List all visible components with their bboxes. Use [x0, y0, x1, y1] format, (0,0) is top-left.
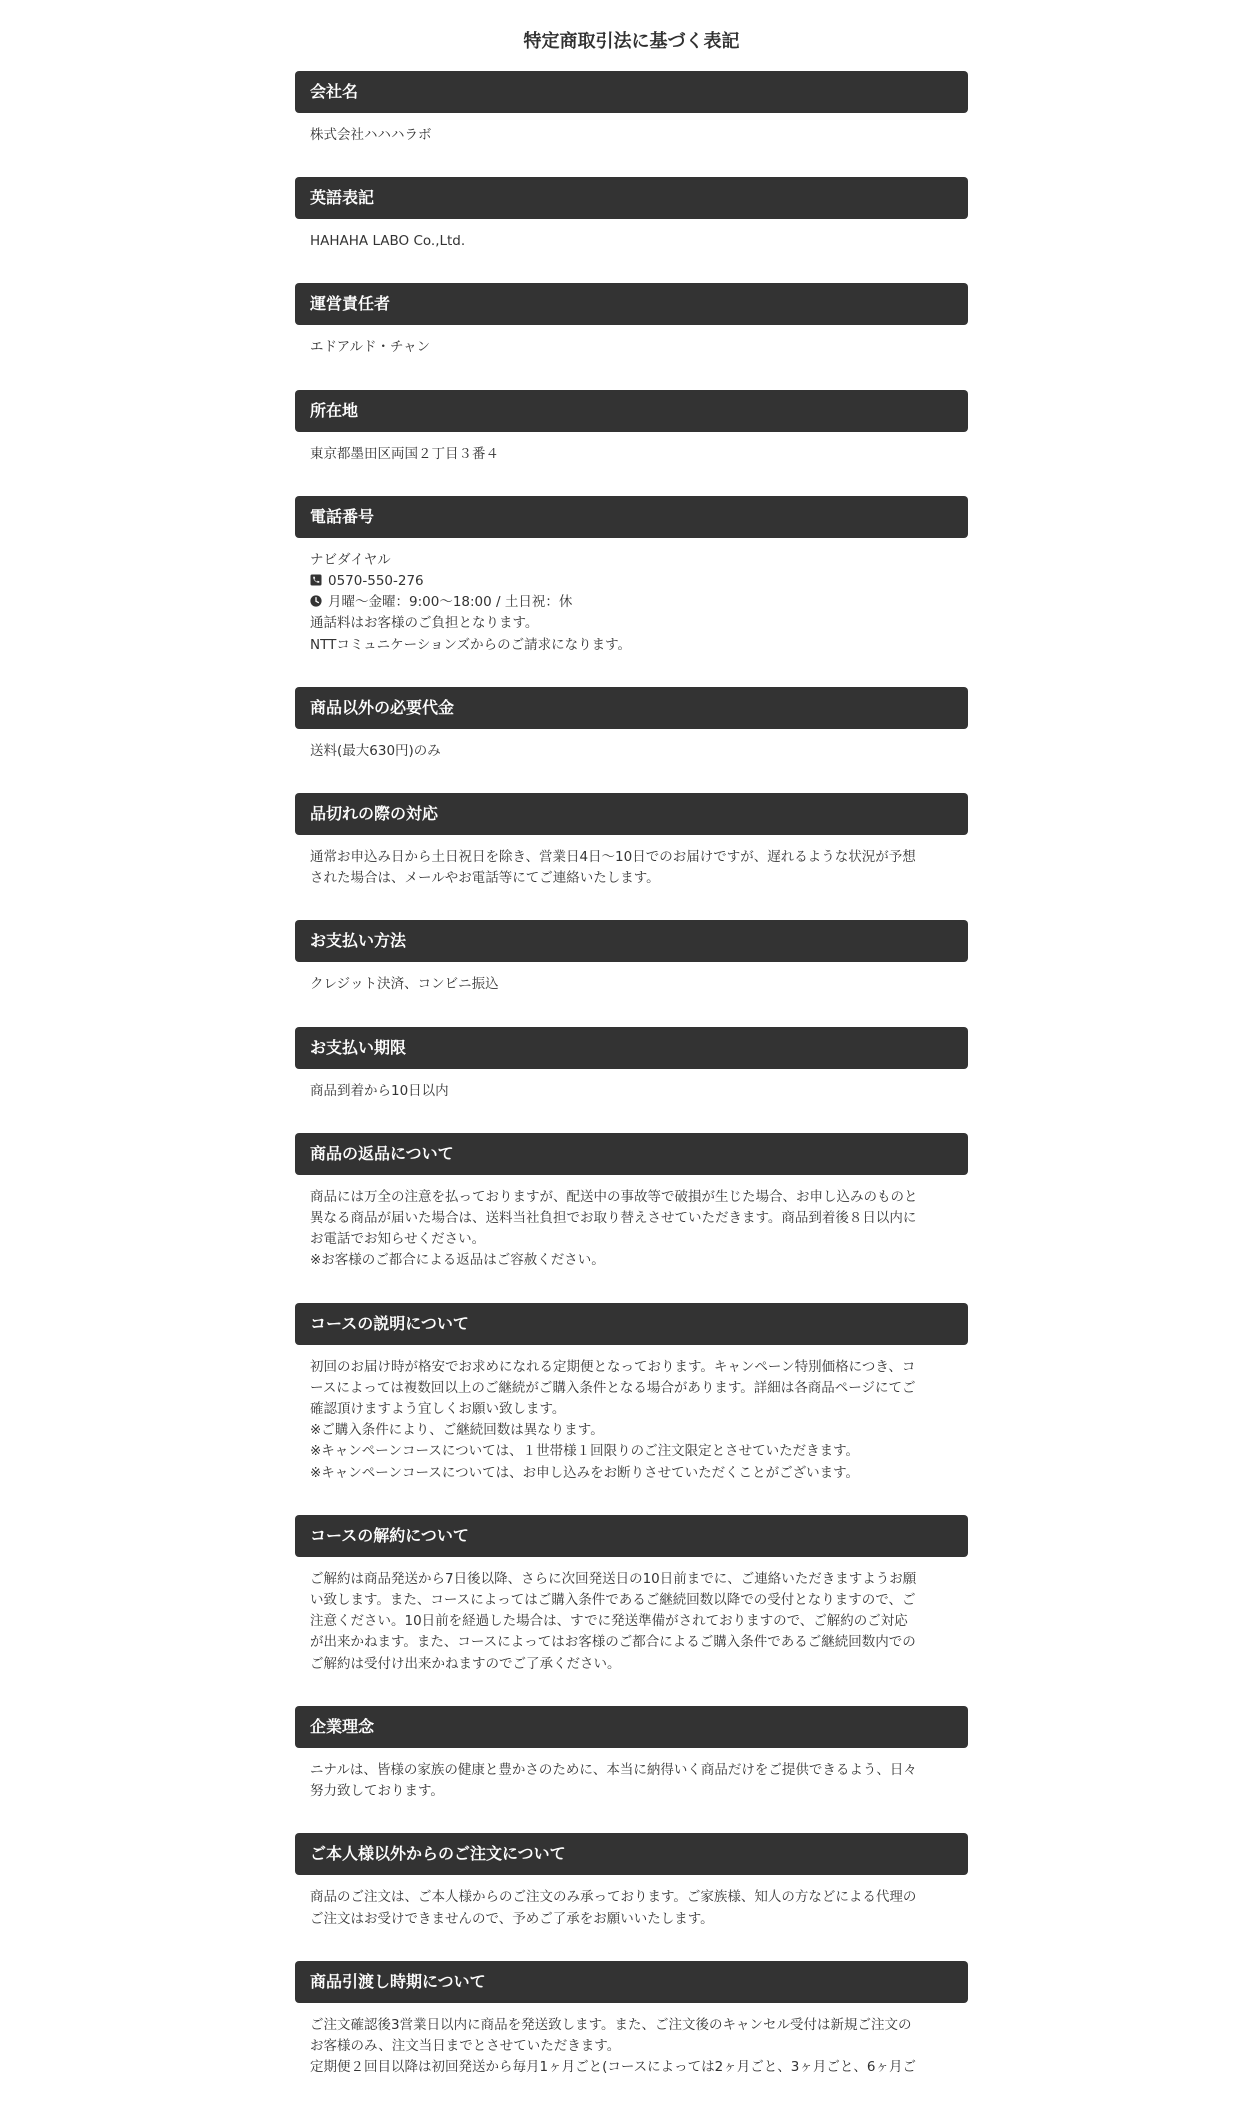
phone-icon — [310, 574, 322, 586]
section — [295, 687, 968, 772]
section-body — [295, 2003, 968, 2089]
section-body — [295, 835, 968, 899]
body-line: ご解約は商品発送から7日後以降、さらに次回発送日の10日前までに、ご連絡いただきますようお願 — [310, 1570, 917, 1587]
body-line: 注意ください。10日前を経過した場合は、すでに発送準備がされておりますので、ご解約のご対応 — [310, 1613, 908, 1630]
body-line: された場合は、メールやお電話等にてご連絡いたします。 — [310, 870, 660, 887]
body-line: ご注文確認後3営業日以内に商品を発送致します。また、ご注文後のキャンセル受付は新規ご注文の — [310, 2016, 912, 2033]
body-line: 初回のお届け時が格安でお求めになれる定期便となっております。キャンペーン特別価格につき、コ — [310, 1358, 916, 1375]
section-heading: コースの解約について — [295, 1515, 968, 1557]
section-heading: 英語表記 — [295, 177, 968, 219]
body-line: ※ご購入条件により、ご継続回数は異なります。 — [310, 1422, 604, 1439]
body-line: が出来かねます。また、コースによってはお客様のご都合によるご購入条件であるご継続回数内での — [310, 1634, 916, 1651]
body-line: ※キャンペーンコースについては、１世帯様１回限りのご注文限定とさせていただきます。 — [310, 1443, 860, 1460]
body-line: 商品には万全の注意を払っておりますが、配送中の事故等で破損が生じた場合、お申し込みのものと — [310, 1188, 918, 1205]
business-hours: 月曜〜金曜：9:00〜18:00 / 土日祝：休 — [328, 594, 573, 611]
section-heading: 商品の返品について — [295, 1133, 968, 1175]
body-line: い致します。また、コースによってはご購入条件であるご継続回数以降での受付となりますので、ご — [310, 1592, 916, 1609]
section — [295, 177, 968, 262]
body-line: お電話でお知らせください。 — [310, 1231, 486, 1248]
section-body — [295, 432, 968, 475]
body-line: ※キャンペーンコースについては、お申し込みをお断りさせていただくことがございます。 — [310, 1464, 860, 1481]
phone-line[interactable] — [310, 571, 953, 592]
section — [295, 1027, 968, 1112]
body-note: 通話料はお客様のご負担となります。 — [310, 615, 539, 632]
section-heading: ご本人様以外からのご注文について — [295, 1833, 968, 1875]
body-line: お客様のみ、注文当日までとさせていただきます。 — [310, 2037, 621, 2054]
section-heading: 会社名 — [295, 71, 968, 113]
section — [295, 283, 968, 368]
body-line: 確認頂けますよう宜しくお願い致します。 — [310, 1401, 566, 1418]
section — [295, 1833, 968, 1939]
section-body — [295, 1069, 968, 1112]
body-line: エドアルド・チャン — [310, 339, 431, 356]
section-heading: 品切れの際の対応 — [295, 793, 968, 835]
section-heading: 企業理念 — [295, 1706, 968, 1748]
body-line: 異なる商品が届いた場合は、送料当社負担でお取り替えさせていただきます。商品到着後８日以内に — [310, 1210, 917, 1227]
body-line: クレジット決済、コンビニ振込 — [310, 976, 499, 993]
sections-list — [295, 71, 968, 2088]
section — [295, 1961, 968, 2089]
body-note: NTTコミュニケーションズからのご請求になります。 — [310, 636, 632, 653]
section-body — [295, 729, 968, 772]
section-body — [295, 1748, 968, 1812]
section-body — [295, 1345, 968, 1494]
section — [295, 496, 968, 666]
section — [295, 793, 968, 899]
section-body — [295, 325, 968, 368]
section — [295, 390, 968, 475]
section — [295, 71, 968, 156]
body-line: 通常お申込み日から土日祝日を除き、営業日4日～10日でのお届けですが、遅れるような状況が予想 — [310, 849, 916, 866]
body-line: 送料(最大630円)のみ — [310, 742, 441, 759]
body-line: ースによっては複数回以上のご継続がご購入条件となる場合があります。詳細は各商品ページにてご — [310, 1379, 916, 1396]
page-title: 特定商取引法に基づく表記 — [523, 31, 740, 52]
section-heading: 運営責任者 — [295, 283, 968, 325]
section-body — [295, 1175, 968, 1282]
business-hours-line — [310, 592, 953, 613]
body-line: ご注文はお受けできませんので、予めご了承をお願いいたします。 — [310, 1910, 714, 1927]
section — [295, 1133, 968, 1282]
section-heading: 電話番号 — [295, 496, 968, 538]
body-line: ※お客様のご都合による返品はご容赦ください。 — [310, 1252, 605, 1269]
body-line: ナビダイヤル — [310, 551, 391, 568]
section-body — [295, 1557, 968, 1685]
body-line: ご解約は受付け出来かねますのでご了承ください。 — [310, 1655, 621, 1672]
section — [295, 1515, 968, 1685]
body-line: 東京都墨田区両国２丁目３番４ — [310, 445, 499, 462]
section-heading: お支払い期限 — [295, 1027, 968, 1069]
body-line: 商品のご注文は、ご本人様からのご注文のみ承っております。ご家族様、知人の方などによる代理の — [310, 1889, 917, 1906]
section-body — [295, 1875, 968, 1939]
section-body — [295, 219, 968, 262]
section-heading: 商品引渡し時期について — [295, 1961, 968, 2003]
body-line: 商品到着から10日以内 — [310, 1082, 449, 1099]
body-line: ニナルは、皆様の家族の健康と豊かさのために、本当に納得いく商品だけをご提供できるよう、日々 — [310, 1761, 917, 1778]
body-line: 株式会社ハハハラボ — [310, 127, 432, 143]
section-body — [295, 962, 968, 1005]
body-line: 定期便２回目以降は初回発送から毎月1ヶ月ごと(コースによっては2ヶ月ごと、3ヶ月ごと、6ヶ月ご — [310, 2059, 916, 2076]
section — [295, 1706, 968, 1812]
section-body — [295, 113, 968, 156]
phone-number[interactable]: 0570-550-276 — [328, 573, 424, 590]
section-body — [295, 538, 968, 666]
legal-notice-page — [295, 0, 968, 2109]
section-heading: お支払い方法 — [295, 920, 968, 962]
body-line: 努力致しております。 — [310, 1783, 444, 1800]
section — [295, 920, 968, 1005]
clock-icon — [310, 595, 322, 607]
section-heading: コースの説明について — [295, 1303, 968, 1345]
body-line: HAHAHA LABO Co.,Ltd. — [310, 233, 466, 250]
section — [295, 1303, 968, 1494]
section-heading: 商品以外の必要代金 — [295, 687, 968, 729]
section-heading: 所在地 — [295, 390, 968, 432]
